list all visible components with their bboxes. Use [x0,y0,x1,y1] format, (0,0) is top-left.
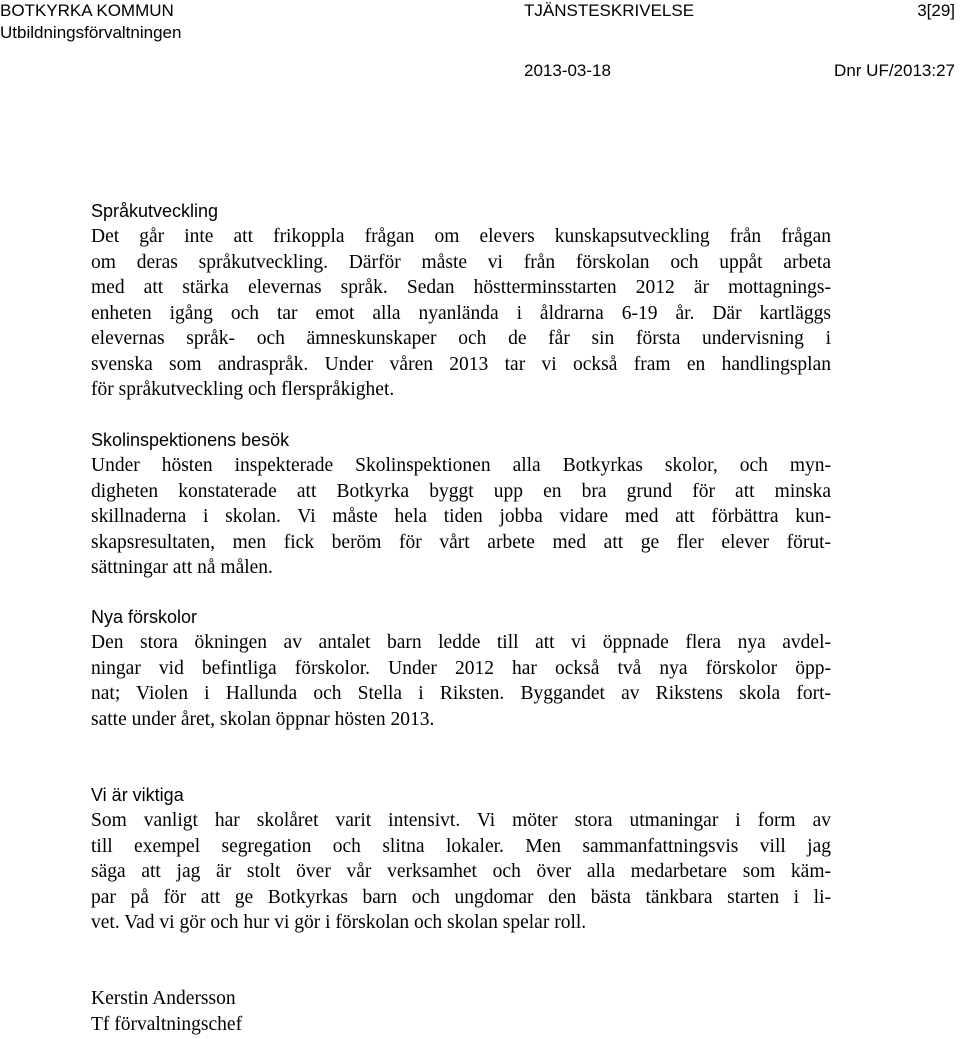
document-type: TJÄNSTESKRIVELSE [524,1,695,20]
paragraph-line: nat; Violen i Hallunda och Stella i Riksten. Byggandet av Rikstens skola fort- [91,683,831,704]
paragraph-line: sättningar att nå målen. [91,557,273,578]
paragraph-line: elevernas språk- och ämneskunskaper och de får sin första undervisning i [91,328,831,349]
paragraph-line: enheten igång och tar emot alla nyanlända i åldrarna 6-19 år. Där kartläggs [91,302,831,324]
paragraph-line: par på för att ge Botkyrkas barn och ungdomar den bästa tänkbara starten i li- [91,886,831,908]
section-heading: Nya förskolor [91,607,198,627]
section-vi-ar-viktiga [91,783,831,936]
paragraph-line: skapsresultaten, men fick beröm för vårt arbete med att ge fler elever förut- [91,531,831,553]
paragraph-line: för språkutveckling och flerspråkighet. [91,379,395,400]
paragraph-line: vet. Vad vi gör och hur vi gör i förskolan och skolan spelar roll. [91,912,587,933]
paragraph-line: Under hösten inspekterade Skolinspektionen alla Botkyrkas skolor, och myn- [91,455,831,476]
section-heading: Vi är viktiga [91,785,184,805]
paragraph-line: Som vanligt har skolåret varit intensivt. Vi möter stora utmaningar i form av [91,810,831,831]
section-heading: Språkutveckling [91,201,219,221]
paragraph-line: ningar vid befintliga förskolor. Under 2012 har också två nya förskolor öpp- [91,657,831,679]
signature-title: Tf förvaltningschef [91,1014,243,1035]
signature-name: Kerstin Andersson [91,988,236,1009]
page-number: 3[29] [917,1,955,20]
paragraph-line: skillnaderna i skolan. Vi måste hela tiden jobba vidare med att förbättra kun- [91,506,831,527]
paragraph-line: satte under året, skolan öppnar hösten 2013. [91,708,435,730]
registration-number: Dnr UF/2013:27 [834,61,955,80]
paragraph-line: svenska som andraspråk. Under våren 2013 tar vi också fram en handlingsplan [91,353,831,375]
paragraph-line: med att stärka elevernas språk. Sedan höstterminsstarten 2012 är mottagnings- [91,277,831,298]
paragraph-line: om deras språkutveckling. Därför måste vi från förskolan och uppåt arbeta [91,251,831,273]
paragraph-line: Den stora ökningen av antalet barn ledde till att vi öppnade flera nya avdel- [91,632,831,653]
organization-name: BOTKYRKA KOMMUN [0,1,174,20]
section-nya-forskolor [91,605,831,732]
section-skolinspektionens-besok [91,428,831,581]
signature-block [91,986,831,1038]
paragraph-line: Det går inte att frikoppla frågan om elevers kunskapsutveckling från frågan [91,226,831,247]
section-heading: Skolinspektionens besök [91,430,290,450]
paragraph-line: digheten konstaterade att Botkyrka byggt upp en bra grund för att minska [91,480,831,502]
paragraph-line: till exempel segregation och slitna lokaler. Men sammanfattningsvis vill jag [91,835,831,857]
paragraph-line: säga att jag är stolt över vår verksamhet och över alla medarbetare som käm- [91,861,831,882]
document-date: 2013-03-18 [524,61,611,80]
department-name: Utbildningsförvaltningen [0,23,182,42]
section-sprakutveckling [91,199,831,403]
